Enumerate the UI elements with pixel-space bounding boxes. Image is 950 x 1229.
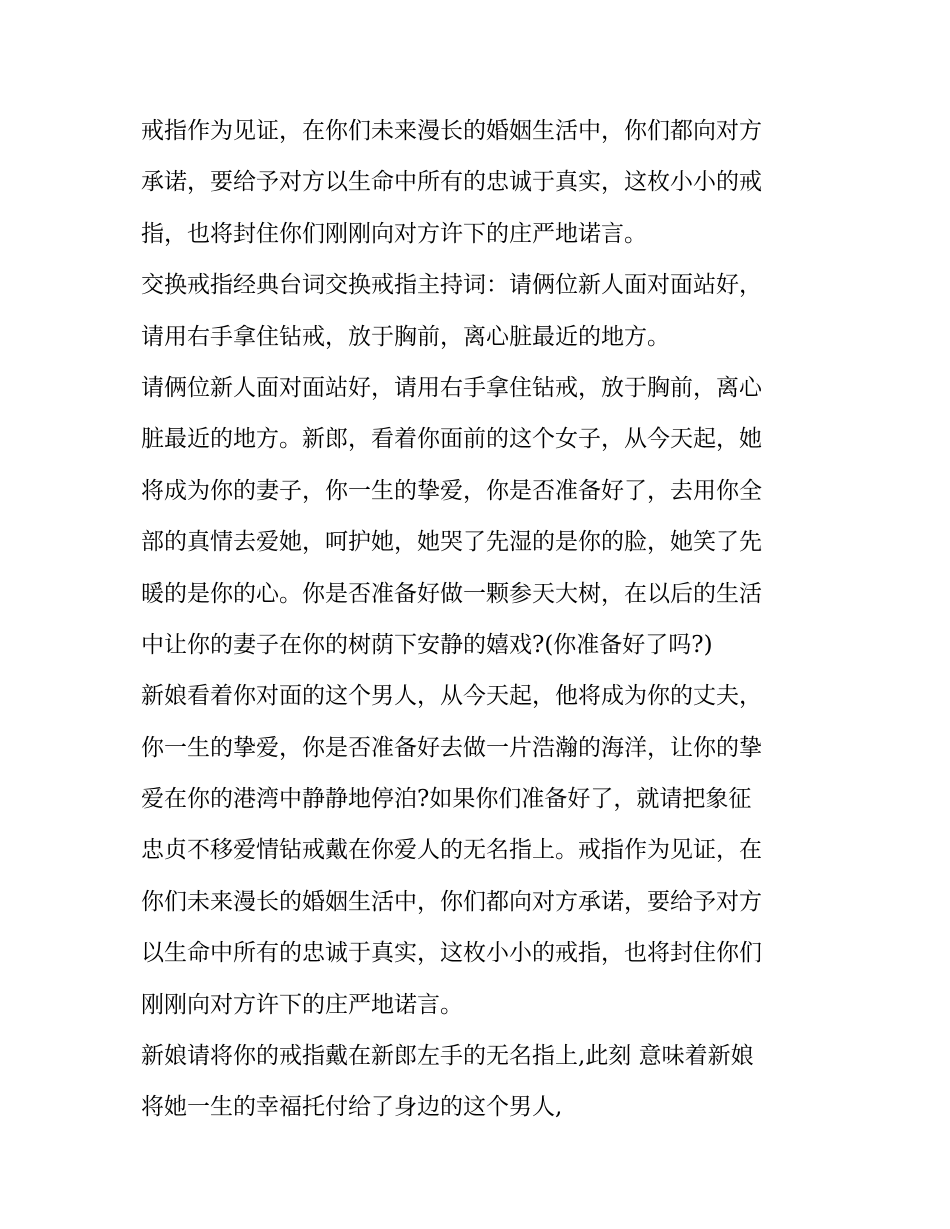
text-line: 你一生的挚爱，你是否准备好去做一片浩瀚的海洋，让你的挚 bbox=[141, 734, 762, 761]
text-line: 指，也将封住你们刚刚向对方许下的庄严地诺言。 bbox=[141, 220, 647, 247]
text-line: 交换戒指经典台词交换戒指主持词：请俩位新人面对面站好， bbox=[141, 272, 762, 299]
text-line: 忠贞不移爱情钻戒戴在你爱人的无名指上。戒指作为见证，在 bbox=[141, 837, 762, 864]
document-body bbox=[141, 106, 821, 1134]
text-line: 将成为你的妻子，你一生的挚爱，你是否准备好了，去用你全 bbox=[141, 477, 762, 504]
text-line: 脏最近的地方。新郎，看着你面前的这个女子，从今天起，她 bbox=[141, 426, 762, 453]
text-line: 你们未来漫长的婚姻生活中，你们都向对方承诺，要给予对方 bbox=[141, 888, 762, 915]
text-line: 暖的是你的心。你是否准备好做一颗参天大树，在以后的生活 bbox=[141, 580, 762, 607]
text-line: 新娘看着你对面的这个男人，从今天起，他将成为你的丈夫， bbox=[141, 683, 762, 710]
text-line: 部的真情去爱她，呵护她，她哭了先湿的是你的脸，她笑了先 bbox=[141, 529, 762, 556]
text-line: 新娘请将你的戒指戴在新郎左手的无名指上,此刻 意味着新娘 bbox=[141, 1043, 754, 1070]
text-line: 刚刚向对方许下的庄严地诺言。 bbox=[141, 991, 463, 1018]
text-line: 戒指作为见证，在你们未来漫长的婚姻生活中，你们都向对方 bbox=[141, 118, 762, 144]
text-line: 承诺，要给予对方以生命中所有的忠诚于真实，这枚小小的戒 bbox=[141, 169, 762, 196]
text-line: 请用右手拿住钻戒，放于胸前，离心脏最近的地方。 bbox=[141, 323, 670, 350]
text-line: 爱在你的港湾中静静地停泊?如果你们准备好了，就请把象征 bbox=[141, 786, 752, 813]
text-line: 中让你的妻子在你的树荫下安静的嬉戏?(你准备好了吗?) bbox=[141, 631, 713, 658]
text-line: 将她一生的幸福托付给了身边的这个男人, bbox=[141, 1094, 563, 1121]
text-line: 以生命中所有的忠诚于真实，这枚小小的戒指，也将封住你们 bbox=[141, 940, 762, 967]
text-line: 请俩位新人面对面站好，请用右手拿住钻戒，放于胸前，离心 bbox=[141, 374, 762, 401]
